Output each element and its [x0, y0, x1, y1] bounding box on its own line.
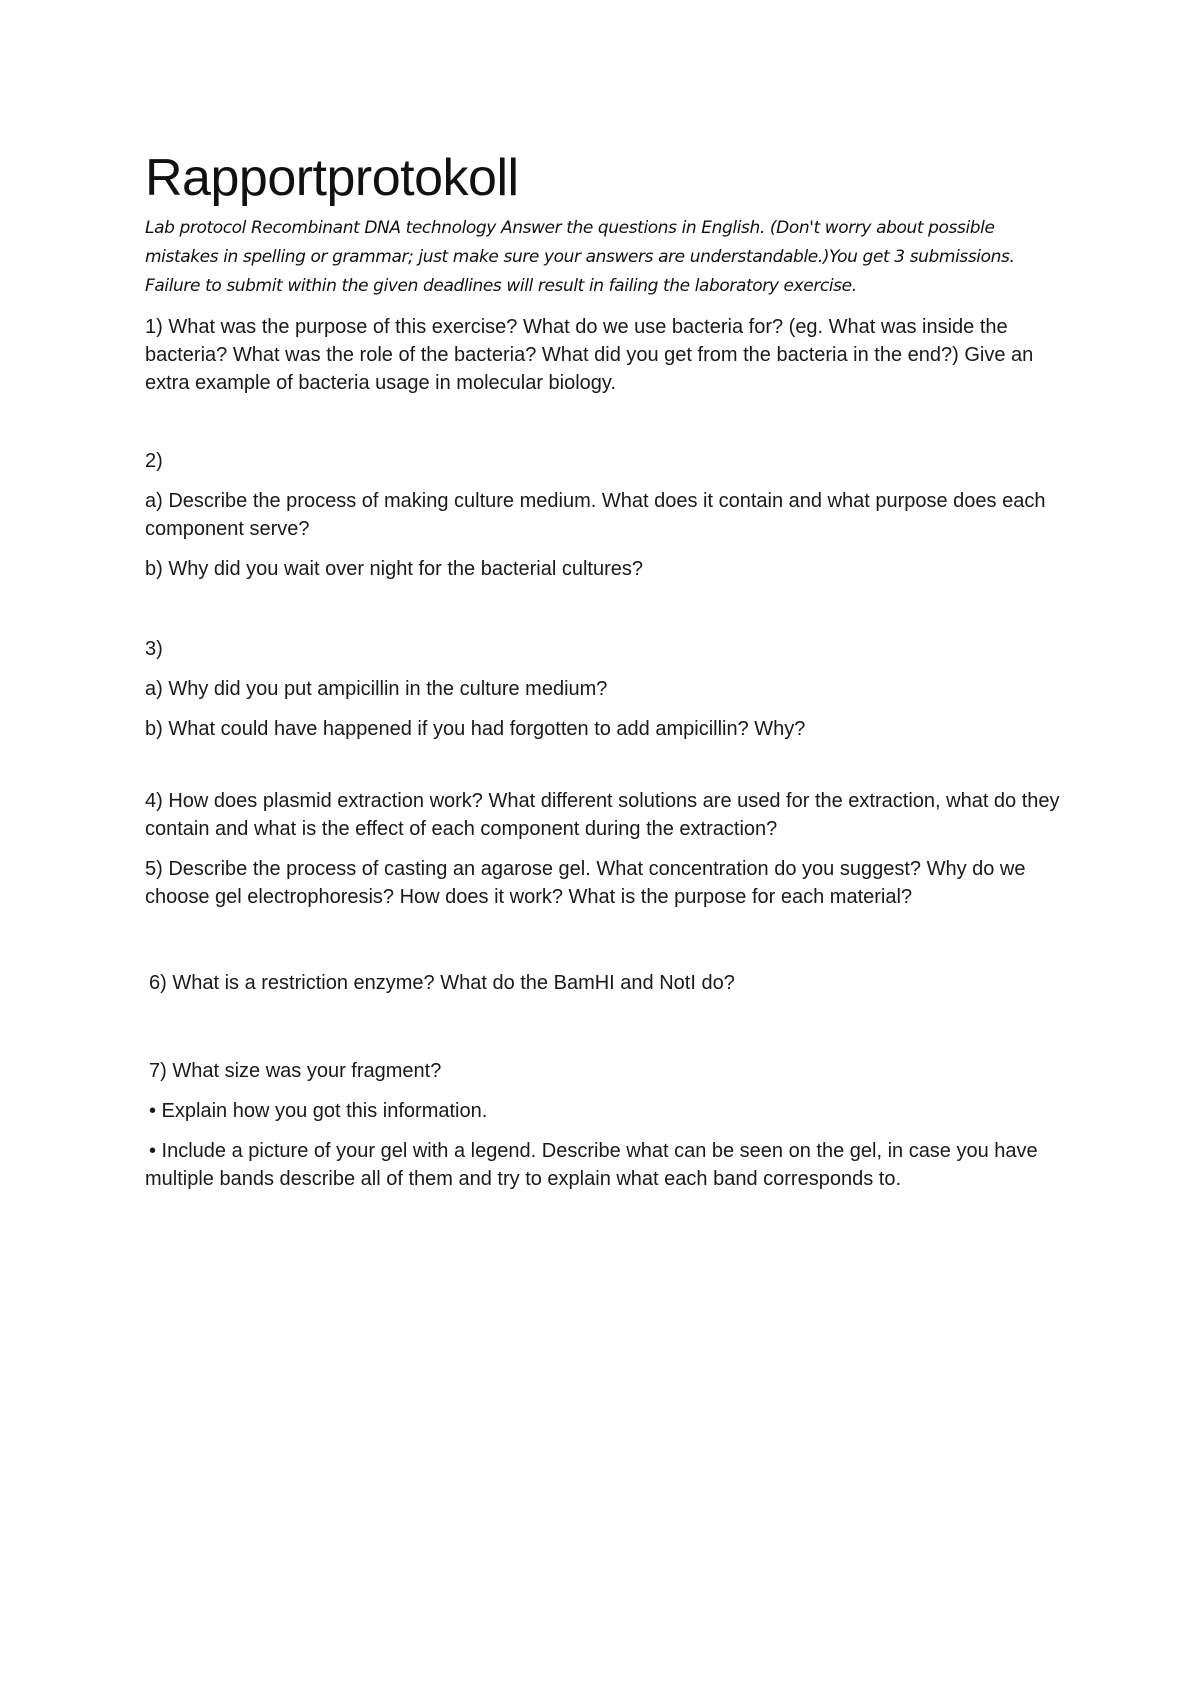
- question-6: 6) What is a restriction enzyme? What do the BamHI and NotI do?: [149, 972, 735, 994]
- question-5: 5) Describe the process of casting an agarose gel. What concentration do you suggest? Why do we choose gel electrophoresis? How does it work? What is the purpose for each material?: [145, 858, 1026, 908]
- question-3a: a) Why did you put ampicillin in the culture medium?: [145, 678, 608, 700]
- question-7-bullet-explain: • Explain how you got this information.: [149, 1100, 488, 1122]
- question-1: 1) What was the purpose of this exercise? What do we use bacteria for? (eg. What was inside the bacteria? What was the role of the bacteria? What did you get from the bacteria in the end?) Give an extra example of bacteria usage in molecular biology.: [145, 316, 1034, 394]
- question-7: 7) What size was your fragment?: [149, 1060, 442, 1082]
- question-4: 4) How does plasmid extraction work? What different solutions are used for the extraction, what do they contain and what is the effect of each component during the extraction?: [145, 790, 1060, 840]
- question-2a: a) Describe the process of making culture medium. What does it contain and what purpose does each component serve?: [145, 490, 1046, 540]
- question-2b: b) Why did you wait over night for the bacterial cultures?: [145, 558, 644, 580]
- intro-paragraph: Lab protocol Recombinant DNA technology Answer the questions in English. (Don't worry about possible mistakes in spelling or grammar; just make sure your answers are understandable.)You get 3 submissions. Failure to submit within the given deadlines will result in failing the laboratory exercise.: [145, 218, 1015, 296]
- question-7-bullet-picture: • Include a picture of your gel with a legend. Describe what can be seen on the gel, in case you have multiple bands describe all of them and try to explain what each band corresponds to.: [145, 1140, 1038, 1190]
- question-3-heading: 3): [145, 638, 163, 660]
- question-2-heading: 2): [145, 450, 163, 472]
- document-title: Rapportprotokoll: [145, 149, 519, 207]
- document-content: [145, 148, 1070, 1193]
- question-3b: b) What could have happened if you had forgotten to add ampicillin? Why?: [145, 718, 806, 740]
